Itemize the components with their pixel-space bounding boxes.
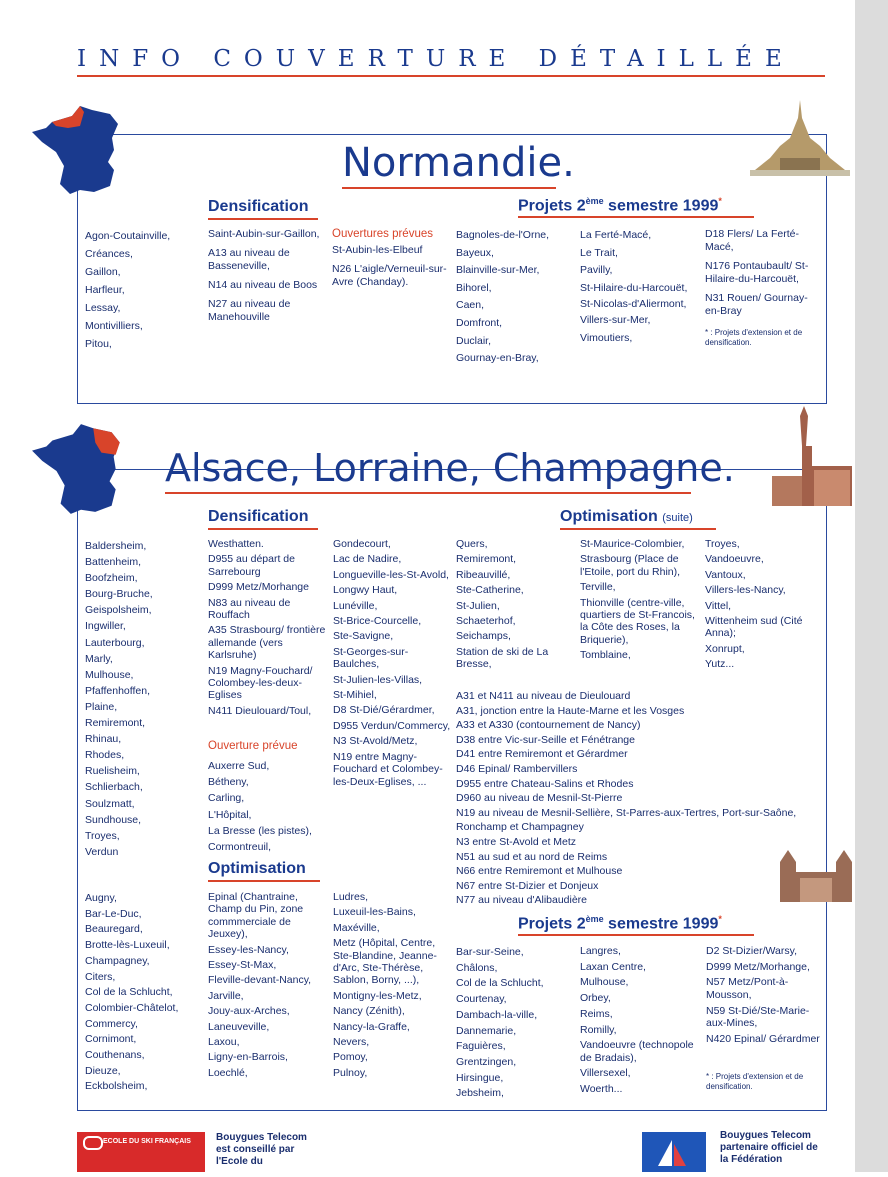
list-item: Hirsingue,	[456, 1071, 504, 1084]
alsace-optimisation-col1	[85, 891, 197, 1095]
list-item: Jarville,	[208, 989, 244, 1002]
page-title: INFO COUVERTURE DÉTAILLÉE	[77, 46, 795, 72]
list-item: A33 et A330 (contournement de Nancy)	[456, 719, 641, 732]
list-item: A13 au niveau de Basseneville,	[208, 247, 290, 272]
page-edge	[855, 0, 888, 1172]
list-item: Ingwiller,	[85, 620, 126, 633]
alsace-projets-heading	[518, 914, 722, 933]
list-item: A31 et N411 au niveau de Dieulouard	[456, 690, 631, 702]
list-item: Schaeterhof,	[456, 615, 516, 628]
list-item: Bar-Le-Duc,	[85, 907, 142, 920]
alsace-optimisation-suite-col3	[705, 538, 820, 671]
list-item: Woerth...	[580, 1083, 623, 1096]
list-item: Vandoeuvre,	[705, 553, 764, 566]
alsace-optimisation-rule	[208, 880, 320, 882]
list-item: N3 entre St-Avold et Metz	[456, 835, 577, 848]
list-item: Villersexel,	[580, 1067, 631, 1080]
list-item: Champagney,	[85, 954, 150, 967]
list-item: St-Brice-Courcelle,	[333, 615, 422, 628]
alsace-densification-col3	[333, 538, 451, 788]
list-item: Lauterbourg,	[85, 636, 145, 649]
list-item: Geispolsheim,	[85, 604, 152, 617]
list-item: Strasbourg (Place de l'Etoile, port du Rhin),	[580, 553, 681, 578]
list-item: Nancy (Zénith),	[333, 1005, 405, 1018]
alsace-ouverture-list	[208, 758, 328, 855]
list-item: N176 Pontaubault/ St-Hilaire-du-Harcouët,	[705, 260, 809, 285]
list-item: Dieuze,	[85, 1064, 121, 1077]
list-item: Augny,	[85, 892, 117, 904]
list-item: Rhodes,	[85, 749, 125, 762]
list-item: Caen,	[456, 299, 485, 312]
list-item: Longwy Haut,	[333, 584, 398, 597]
list-item: Vandoeuvre (technopole de Bradais),	[580, 1039, 694, 1064]
list-item: Jouy-aux-Arches,	[208, 1005, 290, 1018]
list-item: Fleville-devant-Nancy,	[208, 974, 312, 987]
list-item: St-Julien,	[456, 599, 500, 612]
list-item: Cormontreuil,	[208, 841, 272, 854]
projets-heading-star: *	[718, 196, 722, 206]
normandie-densification-heading: Densification	[208, 198, 309, 215]
list-item: Ruelisheim,	[85, 765, 140, 778]
list-item: Bar-sur-Seine,	[456, 946, 524, 958]
list-item: D38 entre Vic-sur-Seille et Fénétrange	[456, 733, 635, 746]
list-item: Schlierbach,	[85, 781, 143, 794]
alsace-projets-rule	[518, 934, 754, 936]
list-item: Pulnoy,	[333, 1066, 368, 1079]
alsace-projets-col1	[456, 945, 576, 1102]
list-item: Orbey,	[580, 992, 611, 1005]
list-item: Station de ski de La Bresse,	[456, 645, 549, 671]
list-item: A35 Strasbourg/ frontière allemande (vers Karlsruhe)	[208, 624, 326, 662]
normandie-densification-towns	[85, 228, 195, 354]
list-item: Dannemarie,	[456, 1024, 517, 1037]
list-item: Bourg-Bruche,	[85, 588, 153, 601]
projets-heading-text: Projets 2	[518, 915, 586, 933]
list-item: Quers,	[456, 538, 488, 550]
list-item: Thionville (centre-ville, quartiers de St-Francois, la Côte des Roses, la Briquerie),	[580, 596, 695, 646]
normandie-ouvertures-heading: Ouvertures prévues	[332, 228, 433, 240]
list-item: N51 au sud et au nord de Reims	[456, 850, 608, 863]
projets-heading-rest: semestre 1999	[603, 915, 719, 933]
list-item: Ligny-en-Barrois,	[208, 1051, 288, 1064]
footer-left-text: Bouygues Telecom est conseillé par l'Ecole du	[216, 1132, 307, 1167]
alsace-optimisation-roads	[456, 689, 806, 908]
list-item: Rhinau,	[85, 733, 122, 746]
list-item: Col de la Schlucht,	[456, 977, 544, 990]
list-item: Gondecourt,	[333, 538, 391, 550]
list-item: Carling,	[208, 792, 245, 805]
list-item: Ste-Savigne,	[333, 630, 394, 643]
list-item: Boofzheim,	[85, 572, 138, 585]
list-item: D955 entre Chateau-Salins et Rhodes	[456, 777, 634, 790]
list-item: Domfront,	[456, 316, 503, 329]
list-item: Reims,	[580, 1007, 613, 1020]
list-item: Harfleur,	[85, 284, 125, 296]
list-item: St-Nicolas-d'Aliermont,	[580, 298, 687, 311]
list-item: D8 St-Dié/Gérardmer,	[333, 704, 435, 717]
list-item: Créances,	[85, 248, 133, 260]
list-item: Lac de Nadire,	[333, 553, 402, 566]
list-item: D999 Metz/Morhange,	[706, 960, 810, 973]
list-item: Le Trait,	[580, 246, 618, 259]
list-item: Colombier-Châtelot,	[85, 1001, 179, 1014]
list-item: Montivilliers,	[85, 320, 143, 332]
list-item: Pomoy,	[333, 1051, 368, 1064]
list-item: Brotte-lès-Luxeuil,	[85, 939, 170, 952]
list-item: Sundhouse,	[85, 813, 142, 826]
list-item: Montigny-les-Metz,	[333, 989, 422, 1002]
page-header	[77, 46, 827, 72]
list-item: Westhatten.	[208, 538, 264, 550]
list-item: Gournay-en-Bray,	[456, 352, 539, 365]
list-item: Marly,	[85, 652, 113, 665]
list-item: D2 St-Dizier/Warsy,	[706, 945, 798, 957]
federation-logo	[642, 1132, 706, 1172]
list-item: Courtenay,	[456, 993, 507, 1006]
list-item: Remiremont,	[456, 553, 517, 566]
list-item: Châlons,	[456, 961, 498, 974]
sailboat-icon	[642, 1132, 706, 1172]
alsace-optimisation-heading: Optimisation	[208, 860, 306, 877]
list-item: Grentzingen,	[456, 1055, 517, 1068]
list-item: Epinal (Chantraine, Champ du Pin, zone commmerciale de Jeuxey),	[208, 891, 304, 941]
list-item: Laxan Centre,	[580, 960, 646, 973]
list-item: Vantoux,	[705, 568, 746, 581]
list-item: Faguières,	[456, 1040, 506, 1053]
list-item: Troyes,	[705, 538, 740, 550]
projets-heading-sup: ème	[585, 914, 604, 924]
alsace-densification-col2	[208, 538, 326, 717]
normandie-densification-rule	[208, 218, 318, 220]
list-item: N411 Dieulouard/Toul,	[208, 704, 312, 717]
list-item: Luxeuil-les-Bains,	[333, 906, 416, 919]
list-item: Lunéville,	[333, 599, 378, 612]
normandie-projets-col3	[705, 228, 820, 320]
list-item: Pavilly,	[580, 264, 613, 277]
list-item: Xonrupt,	[705, 642, 745, 655]
alsace-densification-heading: Densification	[208, 508, 309, 525]
list-item: N27 au niveau de Manehouville	[208, 298, 291, 323]
list-item: N66 entre Remiremont et Mulhouse	[456, 865, 623, 878]
normandie-projets-heading	[518, 196, 722, 215]
list-item: D18 Flers/ La Ferté-Macé,	[705, 228, 799, 253]
list-item: N19 entre Magny-Fouchard et Colombey-les-Deux-Eglises, ...	[333, 750, 443, 788]
list-item: N420 Epinal/ Gérardmer	[706, 1032, 820, 1045]
list-item: Commercy,	[85, 1017, 138, 1030]
list-item: La Ferté-Macé,	[580, 229, 652, 241]
list-item: Bagnoles-de-l'Orne,	[456, 229, 550, 241]
france-map-alsace-icon	[30, 418, 132, 520]
list-item: Remiremont,	[85, 717, 146, 730]
projets-heading-text: Projets 2	[518, 197, 586, 215]
list-item: Col de la Schlucht,	[85, 986, 173, 999]
footer-right-text: Bouygues Telecom partenaire officiel de la Fédération	[720, 1130, 818, 1165]
list-item: Ribeauvillé,	[456, 568, 511, 581]
list-item: Terville,	[580, 581, 616, 594]
list-item: Essey-St-Max,	[208, 959, 277, 972]
normandie-densification-roads	[208, 228, 326, 326]
list-item: St-Julien-les-Villas,	[333, 673, 423, 686]
optimisation-suite-heading-text: Optimisation	[560, 508, 658, 525]
alsace-optimisation-col2	[208, 891, 326, 1079]
list-item: St-Georges-sur-Baulches,	[333, 645, 409, 671]
list-item: D46 Epinal/ Rambervillers	[456, 762, 578, 775]
list-item: Battenheim,	[85, 556, 142, 569]
list-item: Baldersheim,	[85, 540, 147, 552]
list-item: St-Mihiel,	[333, 689, 377, 702]
list-item: Bayeux,	[456, 246, 494, 259]
list-item: Cornimont,	[85, 1033, 137, 1046]
list-item: Bihorel,	[456, 281, 492, 294]
list-item: St-Hilaire-du-Harcouët,	[580, 281, 688, 294]
list-item: Couthenans,	[85, 1049, 145, 1062]
alsace-title-rule	[165, 492, 691, 494]
projets-heading-sup: ème	[585, 196, 604, 206]
list-item: Mulhouse,	[580, 976, 629, 989]
list-item: St-Aubin-les-Elbeuf	[332, 244, 423, 256]
list-item: St-Maurice-Colombier,	[580, 538, 685, 550]
list-item: Dambach-la-ville,	[456, 1008, 538, 1021]
normandie-title-rule	[342, 187, 556, 189]
list-item: N57 Metz/Pont-à-Mousson,	[706, 976, 789, 1001]
list-item: Tomblaine,	[580, 649, 631, 662]
alsace-ouverture-heading: Ouverture prévue	[208, 740, 298, 752]
alsace-optimisation-suite-rule	[560, 528, 716, 530]
projets-heading-rest: semestre 1999	[603, 197, 719, 215]
list-item: A31, jonction entre la Haute-Marne et les Vosges	[456, 704, 685, 717]
list-item: Maxéville,	[333, 921, 380, 934]
list-item: N59 St-Dié/Ste-Marie-aux-Mines,	[706, 1004, 810, 1029]
list-item: Seichamps,	[456, 630, 511, 643]
alsace-projets-note: * : Projets d'extension et de densification.	[706, 1072, 804, 1091]
list-item: Loechlé,	[208, 1066, 248, 1079]
list-item: D955 Verdun/Commercy,	[333, 719, 451, 732]
list-item: Duclair,	[456, 334, 492, 347]
list-item: Vimoutiers,	[580, 331, 633, 344]
ecole-ski-logo-text: ECOLE DU SKI FRANÇAIS	[103, 1138, 191, 1145]
france-map-normandie-icon	[30, 100, 130, 200]
list-item: D955 au départ de Sarrebourg	[208, 553, 295, 578]
list-item: Jebsheim,	[456, 1087, 504, 1100]
list-item: Vittel,	[705, 599, 732, 612]
list-item: La Bresse (les pistes),	[208, 824, 312, 837]
list-item: Bétheny,	[208, 776, 249, 789]
list-item: Laneuveville,	[208, 1020, 270, 1033]
list-item: N83 au niveau de Rouffach	[208, 596, 291, 622]
list-item: Ludres,	[333, 891, 369, 903]
list-item: Agon-Coutainville,	[85, 230, 171, 242]
list-item: Villers-sur-Mer,	[580, 314, 651, 327]
projets-heading-star: *	[718, 914, 722, 924]
list-item: Pfaffenhoffen,	[85, 684, 151, 697]
mont-saint-michel-icon	[750, 98, 850, 178]
normandie-projets-rule	[518, 216, 754, 218]
alsace-projets-col3	[706, 945, 821, 1045]
alsace-projets-col2	[580, 945, 700, 1095]
list-item: Lessay,	[85, 302, 121, 314]
list-item: D999 Metz/Morhange	[208, 581, 309, 594]
list-item: Nevers,	[333, 1036, 370, 1049]
list-item: Plaine,	[85, 700, 118, 713]
list-item: Saint-Aubin-sur-Gaillon,	[208, 228, 320, 240]
optimisation-suite-heading-small: (suite)	[662, 512, 693, 524]
list-item: Auxerre Sud,	[208, 760, 270, 772]
list-item: D41 entre Remiremont et Gérardmer	[456, 748, 628, 761]
list-item: Soulzmatt,	[85, 797, 135, 810]
alsace-optimisation-suite-col1	[456, 538, 574, 671]
list-item: Nancy-la-Graffe,	[333, 1020, 410, 1033]
list-item: Troyes,	[85, 829, 120, 842]
strasbourg-cathedral-icon	[772, 406, 858, 510]
alsace-densification-col1	[85, 538, 195, 860]
list-item: N77 au niveau d'Alibaudière	[456, 894, 588, 907]
normandie-title: Normandie.	[342, 140, 575, 186]
ecole-ski-francais-logo	[77, 1132, 205, 1172]
list-item: Beauregard,	[85, 923, 143, 936]
list-item: Villers-les-Nancy,	[705, 584, 786, 597]
normandie-projets-col2	[580, 228, 700, 349]
normandie-projets-note: * : Projets d'extension et de densification.	[705, 328, 803, 347]
list-item: Mulhouse,	[85, 668, 134, 681]
list-item: Metz (Hôpital, Centre, Ste-Blandine, Jeanne-d'Arc, Ste-Thérèse, Sablon, Borny, ...),	[333, 937, 437, 987]
normandie-ouvertures-list	[332, 244, 447, 291]
header-divider	[77, 75, 825, 77]
list-item: D960 au niveau de Mesnil-St-Pierre	[456, 792, 623, 805]
list-item: N3 St-Avold/Metz,	[333, 735, 418, 748]
list-item: Gaillon,	[85, 266, 121, 278]
list-item: N19 Magny-Fouchard/ Colombey-les-deux-Eglises	[208, 664, 313, 702]
list-item: Langres,	[580, 945, 621, 957]
alsace-optimisation-suite-heading	[560, 508, 693, 526]
list-item: Laxou,	[208, 1036, 240, 1049]
list-item: N14 au niveau de Boos	[208, 279, 318, 291]
list-item: Essey-les-Nancy,	[208, 943, 289, 956]
list-item: L'Hôpital,	[208, 808, 252, 821]
list-item: Yutz...	[705, 658, 735, 671]
ecole-ski-logo-mark	[83, 1136, 103, 1150]
list-item: Verdun	[85, 845, 119, 858]
list-item: Blainville-sur-Mer,	[456, 264, 540, 277]
alsace-title: Alsace, Lorraine, Champagne.	[165, 446, 735, 490]
alsace-optimisation-col3	[333, 891, 449, 1079]
alsace-densification-rule	[208, 528, 318, 530]
list-item: Pitou,	[85, 338, 112, 350]
list-item: Citers,	[85, 970, 116, 983]
list-item: Romilly,	[580, 1023, 617, 1036]
list-item: Longueville-les-St-Avold,	[333, 568, 449, 581]
normandie-projets-col1	[456, 228, 576, 369]
list-item: Eckbolsheim,	[85, 1080, 148, 1093]
alsace-optimisation-suite-col2	[580, 538, 698, 662]
list-item: Ste-Catherine,	[456, 584, 524, 597]
list-item: N31 Rouen/ Gournay-en-Bray	[705, 292, 808, 317]
list-item: N67 entre St-Dizier et Donjeux	[456, 879, 599, 892]
list-item: Wittenheim sud (Cité Anna);	[705, 615, 803, 640]
list-item: N19 au niveau de Mesnil-Sellière, St-Parres-aux-Tertres, Port-sur-Saône, Ronchamp et Champagney	[456, 806, 797, 834]
list-item: N26 L'aigle/Verneuil-sur-Avre (Chanday).	[332, 263, 447, 288]
